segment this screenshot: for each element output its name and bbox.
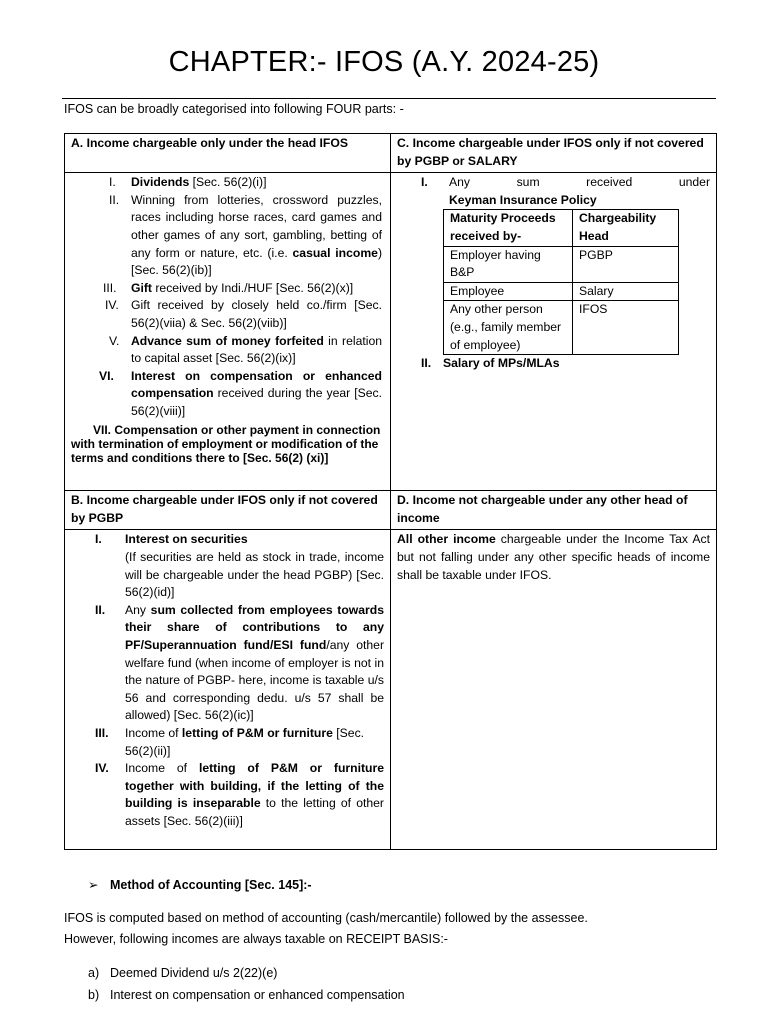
section-b-content — [65, 530, 391, 850]
keyman-table — [443, 209, 679, 355]
list-item: VII. Compensation or other payment in connection with termination of employment or modification of the terms and conditions there to [Sec. 56(2) (xi)] — [71, 422, 381, 465]
section-c-content — [391, 173, 717, 491]
list-item: II. Winning from lotteries, crossword puzzles, races including horse races, card games and other games of any sort, gambling, betting of any form or nature, etc. (i.e. casual income)[Sec. 56(2)(ib)] — [109, 192, 382, 278]
list-item: I. Dividends [Sec. 56(2)(i)] — [109, 175, 267, 190]
table-header: Chargeability Head — [573, 210, 679, 246]
page-title: CHAPTER:- IFOS (A.Y. 2024-25) — [168, 46, 600, 78]
list-item: I. Any sum received under Keyman Insurance Policy — [421, 175, 710, 207]
section-a-content — [65, 173, 391, 491]
list-item: IV. Income of letting of P&M or furniture together with building, if the letting of the building is inseparable to the letting of other assets [Sec. 56(2)(iii)] — [95, 761, 385, 828]
table-row: Employer having B&P PGBP — [444, 246, 679, 282]
list-item: VI. Interest on compensation or enhanced compensation received during the year [Sec. 56(2)(viii)] — [99, 368, 382, 418]
section-d-heading: D. Income not chargeable under any other head of income — [391, 491, 717, 530]
table-header: Maturity Proceeds received by- — [444, 210, 573, 246]
section-b-heading: B. Income chargeable under IFOS only if not covered by PGBP — [65, 491, 391, 530]
receipt-basis-list — [88, 962, 405, 1006]
arrow-bullet-icon: ➢ — [88, 878, 99, 892]
ifos-table — [64, 133, 717, 850]
list-item: II. Any sum collected from employees towards their share of contributions to any PF/Superannuation fund/ESI fund/any other welfare fund (when income of employer is not in the nature of PGBP- here, income is taxable u/s 56 and corresponding dedu. u/s 57 shall be allowed) [Sec. 56(2)(ic)] — [95, 602, 385, 723]
method-paragraph: IFOS is computed based on method of accounting (cash/mercantile) followed by the assessee. However, following incomes are always taxable on RECEIPT BASIS:- — [64, 911, 588, 946]
list-item: IV. Gift received by closely held co./firm [Sec. 56(2)(viia) & Sec. 56(2)(viib)] — [105, 298, 382, 330]
list-item: II. Salary of MPs/MLAs — [421, 356, 560, 371]
list-item: V. Advance sum of money forfeited in relation to capital asset [Sec. 56(2)(ix)] — [109, 333, 382, 366]
list-item: III. Gift received by Indi./HUF [Sec. 56(2)(x)] — [103, 280, 354, 295]
list-item: III. Income of letting of P&M or furniture [Sec. 56(2)(ii)] — [95, 725, 365, 758]
list-item: I. Interest on securities (If securities are held as stock in trade, income will be chargeable under the head PGBP) [Sec. 56(2)(id)] — [95, 532, 384, 600]
method-heading: ➢ Method of Accounting [Sec. 145]:- — [88, 878, 312, 892]
section-c-heading: C. Income chargeable under IFOS only if not covered by PGBP or SALARY — [391, 134, 717, 173]
intro-text: IFOS can be broadly categorised into following FOUR parts: - — [64, 102, 404, 116]
table-row: Any other person (e.g., family member of employee) IFOS — [444, 301, 679, 355]
list-item: a) Deemed Dividend u/s 2(22)(e) — [88, 966, 278, 980]
section-a-heading: A. Income chargeable only under the head IFOS — [65, 134, 391, 173]
title-rule — [62, 98, 716, 99]
list-item: b) Interest on compensation or enhanced compensation — [88, 988, 405, 1002]
table-row: Employee Salary — [444, 282, 679, 301]
section-d-content: All other income chargeable under the Income Tax Act but not falling under any other specific heads of income shall be taxable under IFOS. — [391, 530, 717, 850]
